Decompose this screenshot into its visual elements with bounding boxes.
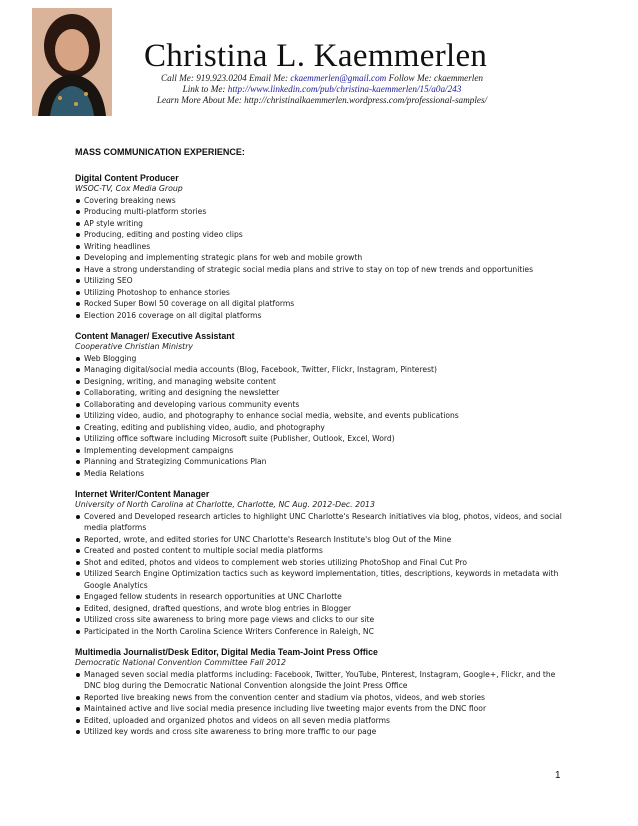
bullet-item: Utilizing SEO bbox=[75, 275, 565, 287]
bullet-item: Reported, wrote, and edited stories for UNC Charlotte's Research Institute's blog Out of the Mine bbox=[75, 534, 565, 546]
bullet-item: Election 2016 coverage on all digital platforms bbox=[75, 310, 565, 322]
bullet-item: Utilizing video, audio, and photography to enhance social media, website, and events publications bbox=[75, 410, 565, 422]
bullet-item: Covered and Developed research articles to highlight UNC Charlotte's Research initiatives via blog, photos, videos, and social media platforms bbox=[75, 511, 565, 534]
bullet-item: Managing digital/social media accounts (Blog, Facebook, Twitter, Flickr, Instagram, Pinterest) bbox=[75, 364, 565, 376]
bullet-list bbox=[75, 669, 565, 738]
bullet-item: Producing multi-platform stories bbox=[75, 206, 565, 218]
bullet-item: Created and posted content to multiple social media platforms bbox=[75, 545, 565, 557]
experience-section bbox=[75, 147, 565, 748]
bullet-item: Creating, editing and publishing video, audio, and photography bbox=[75, 422, 565, 434]
bullet-item: Rocked Super Bowl 50 coverage on all digital platforms bbox=[75, 298, 565, 310]
job-title: Content Manager/ Executive Assistant bbox=[75, 331, 235, 341]
contact-line-3 bbox=[112, 95, 532, 106]
bullet-item: Have a strong understanding of strategic social media plans and strive to stay on top of new trends and opportunities bbox=[75, 264, 565, 276]
bullet-item: Edited, designed, drafted questions, and wrote blog entries in Blogger bbox=[75, 603, 565, 615]
profile-photo bbox=[32, 8, 112, 116]
bullet-item: Implementing development campaigns bbox=[75, 445, 565, 457]
bullet-item: Web Blogging bbox=[75, 353, 565, 365]
section-title: MASS COMMUNICATION EXPERIENCE: bbox=[75, 147, 245, 157]
bullet-item: Utilized key words and cross site awareness to bring more traffic to our page bbox=[75, 726, 565, 738]
job-entry bbox=[75, 331, 565, 479]
link-label: Link to Me: bbox=[182, 84, 228, 94]
call-label: Call Me: bbox=[160, 73, 197, 83]
contact-line-2 bbox=[112, 84, 532, 95]
website-link[interactable]: http://christinalkaemmerlen.wordpress.com/professional-samples/ bbox=[244, 95, 488, 105]
job-entry bbox=[75, 173, 565, 321]
job-organization: WSOC-TV, Cox Media Group bbox=[75, 184, 183, 193]
job-title: Multimedia Journalist/Desk Editor, Digital Media Team-Joint Press Office bbox=[75, 647, 378, 657]
bullet-item: Covering breaking news bbox=[75, 195, 565, 207]
email-label: Email Me: bbox=[246, 73, 291, 83]
job-entry bbox=[75, 647, 565, 738]
bullet-item: Participated in the North Carolina Science Writers Conference in Raleigh, NC bbox=[75, 626, 565, 638]
bullet-item: Utilized Search Engine Optimization tactics such as keyword implementation, titles, descriptions, keywords in metadata with Google Analytics bbox=[75, 568, 565, 591]
page-number: 1 bbox=[555, 770, 561, 781]
bullet-list bbox=[75, 511, 565, 638]
bullet-item: Writing headlines bbox=[75, 241, 565, 253]
bullet-item: Managed seven social media platforms including: Facebook, Twitter, YouTube, Pinterest, Instagram, Google+, Flickr, and the DNC blog during the Democratic National Convention alongside the Joint Press Office bbox=[75, 669, 565, 692]
resume-name: Christina L. Kaemmerlen bbox=[144, 38, 488, 74]
bullet-item: Engaged fellow students in research opportunities at UNC Charlotte bbox=[75, 591, 565, 603]
follow-handle: ckaemmerlen bbox=[434, 73, 484, 83]
contact-line-1 bbox=[112, 73, 532, 84]
job-title: Digital Content Producer bbox=[75, 173, 179, 183]
job-organization: Cooperative Christian Ministry bbox=[75, 342, 194, 351]
linkedin-link[interactable]: http://www.linkedin.com/pub/christina-kaemmerlen/15/a0a/243 bbox=[227, 84, 462, 94]
job-entry bbox=[75, 489, 565, 637]
bullet-item: Utilizing Photoshop to enhance stories bbox=[75, 287, 565, 299]
bullet-list bbox=[75, 353, 565, 480]
bullet-item: Media Relations bbox=[75, 468, 565, 480]
phone-number: 919.923.0204 bbox=[196, 73, 247, 83]
job-organization: University of North Carolina at Charlotte, Charlotte, NC Aug. 2012-Dec. 2013 bbox=[75, 500, 375, 509]
bullet-item: Edited, uploaded and organized photos and videos on all seven media platforms bbox=[75, 715, 565, 727]
bullet-item: Reported live breaking news from the convention center and stadium via photos, videos, and web stories bbox=[75, 692, 565, 704]
bullet-item: Collaborating and developing various community events bbox=[75, 399, 565, 411]
bullet-item: Utilized cross site awareness to bring more page views and clicks to our site bbox=[75, 614, 565, 626]
bullet-item: Maintained active and live social media presence including live tweeting major events from the DNC floor bbox=[75, 703, 565, 715]
follow-label: Follow Me: bbox=[386, 73, 435, 83]
job-organization: Democratic National Convention Committee Fall 2012 bbox=[75, 658, 286, 667]
bullet-item: Designing, writing, and managing website content bbox=[75, 376, 565, 388]
bullet-item: Collaborating, writing and designing the newsletter bbox=[75, 387, 565, 399]
bullet-item: AP style writing bbox=[75, 218, 565, 230]
email-link[interactable]: ckaemmerlen@gmail.com bbox=[290, 73, 387, 83]
bullet-item: Producing, editing and posting video clips bbox=[75, 229, 565, 241]
learn-label: Learn More About Me: bbox=[156, 95, 245, 105]
bullet-list bbox=[75, 195, 565, 322]
job-title: Internet Writer/Content Manager bbox=[75, 489, 210, 499]
bullet-item: Planning and Strategizing Communications Plan bbox=[75, 456, 565, 468]
bullet-item: Shot and edited, photos and videos to complement web stories utilizing PhotoShop and Final Cut Pro bbox=[75, 557, 565, 569]
bullet-item: Utilizing office software including Microsoft suite (Publisher, Outlook, Excel, Word) bbox=[75, 433, 565, 445]
bullet-item: Developing and implementing strategic plans for web and mobile growth bbox=[75, 252, 565, 264]
